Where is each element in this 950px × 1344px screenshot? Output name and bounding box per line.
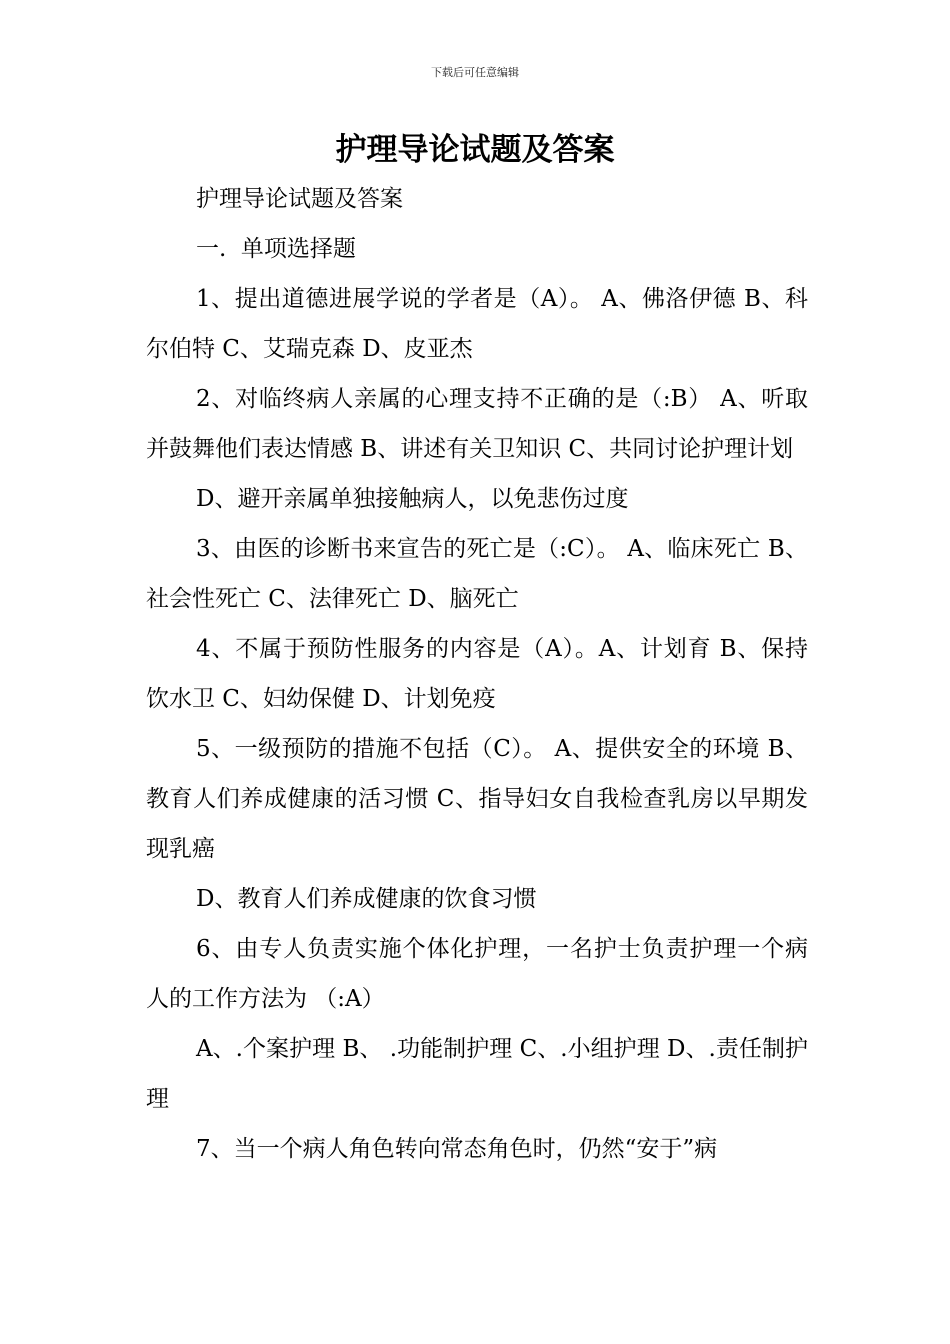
question-5: 5、一级预防的措施不包括（C）。 A、提供安全的环境 B、教育人们养成健康的活习惯 C、指导妇女自我检查乳房以早期发现乳癌 — [146, 736, 808, 862]
question-6-options: A、.个案护理 B、 .功能制护理 C、.小组护理 D、.责任制护理 — [146, 1036, 808, 1112]
question-5-option-d: D、教育人们养成健康的饮食习惯 — [196, 886, 537, 912]
question-7: 7、当一个病人角色转向常态角色时，仍然“安于”病 — [196, 1136, 718, 1162]
question-3: 3、由医的诊断书来宣告的死亡是（:C）。 A、临床死亡 B、社会性死亡 C、法律死亡 D、脑死亡 — [146, 536, 808, 612]
question-4: 4、不属于预防性服务的内容是（A）。A、计划育 B、保持饮水卫 C、妇幼保健 D、计划免疫 — [146, 636, 808, 712]
question-2-option-d: D、避开亲属单独接触病人，以免悲伤过度 — [196, 486, 629, 512]
paragraph-section-heading: 一. 单项选择题 — [196, 236, 356, 262]
question-6: 6、由专人负责实施个体化护理，一名护士负责护理一个病人的工作方法为 （:A） — [146, 936, 808, 1012]
paragraph-subtitle: 护理导论试题及答案 — [196, 186, 403, 212]
document-title: 护理导论试题及答案 — [335, 132, 615, 168]
document-body — [146, 174, 808, 1174]
header-note: 下载后可任意编辑 — [431, 66, 519, 79]
question-1: 1、提出道德进展学说的学者是（A）。 A、佛洛伊德 B、科尔伯特 C、艾瑞克森 D、皮亚杰 — [146, 286, 808, 362]
question-2: 2、对临终病人亲属的心理支持不正确的是（:B） A、听取并鼓舞他们表达情感 B、讲述有关卫知识 C、共同讨论护理计划 — [146, 386, 808, 462]
